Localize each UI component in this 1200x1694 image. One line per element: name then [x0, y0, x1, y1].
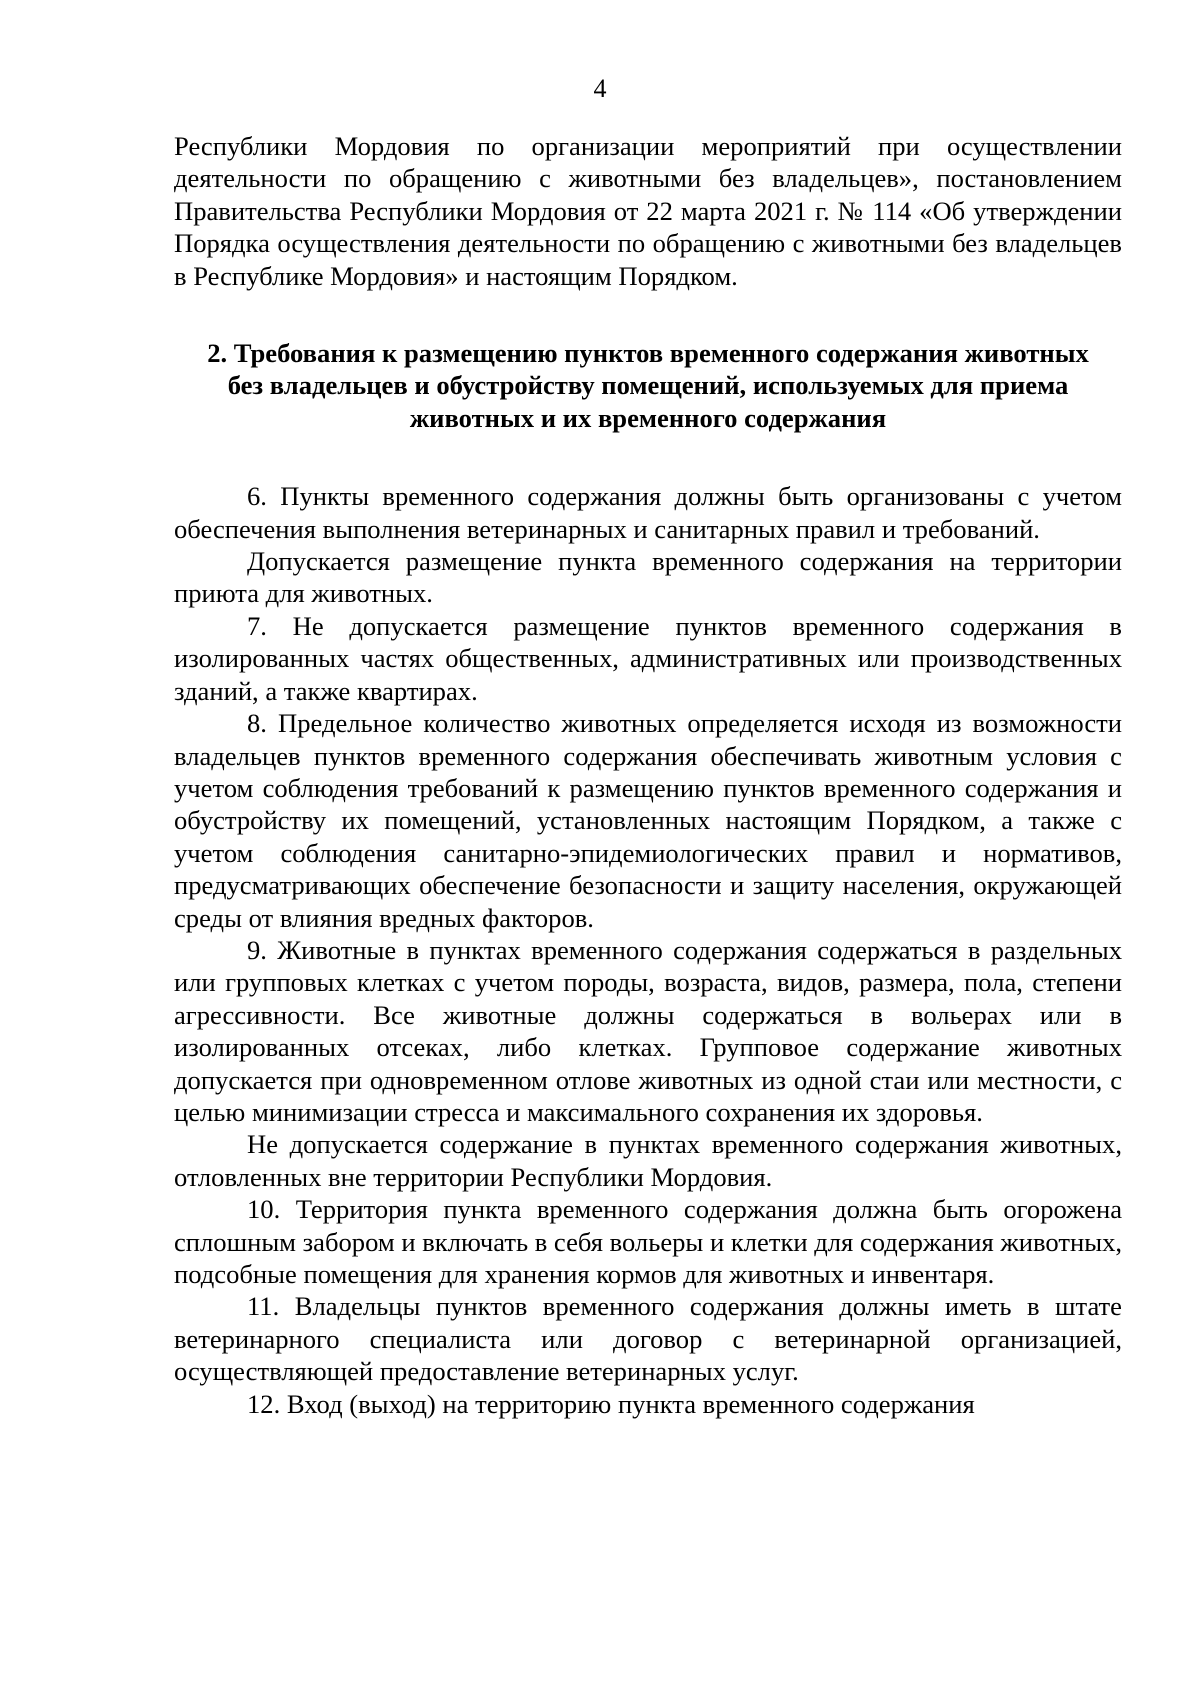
paragraph-10: 10. Территория пункта временного содержания должна быть огорожена сплошным забором и включать в себя вольеры и клетки для содержания животных, подсобные помещения для хранения кормов для животных и инвентаря. [174, 1194, 1123, 1289]
page-number: 4 [593, 74, 607, 103]
paragraph-6: 6. Пункты временного содержания должны быть организованы с учетом обеспечения выполнения ветеринарных и санитарных правил и требований. [174, 481, 1122, 544]
section-heading-line-1: 2. Требования к размещению пунктов временного содержания животных [207, 338, 1089, 369]
paragraph-12: 12. Вход (выход) на территорию пункта временного содержания [247, 1388, 975, 1419]
paragraph-6-addendum: Допускается размещение пункта временного содержания на территории приюта для животных. [174, 546, 1122, 609]
paragraph-11: 11. Владельцы пунктов временного содержания должны иметь в штате ветеринарного специалиста или договор с ветеринарной организацией, осуществляющей предоставление ветеринарных услуг. [174, 1291, 1122, 1387]
section-heading-line-2: без владельцев и обустройству помещений, используемых для приема [227, 370, 1069, 401]
intro-paragraph: Республики Мордовия по организации мероприятий при осуществлении деятельности по обращению с животными без владельцев», постановлением Правительства Республики Мордовия от 22 марта 2021 г. № 114 «Об утверждении Порядка осуществления деятельности по обращению с животными без владельцев в Республике Мордовия» и настоящим Порядком. [174, 131, 1122, 291]
section-heading [174, 337, 1122, 434]
paragraph-8: 8. Предельное количество животных определяется исходя из возможности владельцев пунктов временного содержания обеспечивать животным условия с учетом соблюдения требований к размещению пунктов временного содержания и обустройству их помещений, установленных настоящим Порядком, а также с учетом соблюдения санитарно-эпидемиологических правил и нормативов, предусматривающих обеспечение безопасности и защиту населения, окружающей среды от влияния вредных факторов. [174, 708, 1122, 933]
paragraph-9-addendum: Не допускается содержание в пунктах временного содержания животных, отловленных вне территории Республики Мордовия. [174, 1129, 1122, 1192]
document-body [174, 130, 1122, 1420]
section-heading-line-3: животных и их временного содержания [409, 402, 887, 433]
paragraph-9: 9. Животные в пунктах временного содержания содержаться в раздельных или групповых клетках с учетом породы, возраста, видов, размера, пола, степени агрессивности. Все животные должны содержаться в вольерах или в изолированных отсеках, либо клетках. Групповое содержание животных допускается при одновременном отлове животных из одной стаи или местности, с целью минимизации стресса и максимального сохранения их здоровья. [174, 934, 1122, 1127]
paragraph-7: 7. Не допускается размещение пунктов временного содержания в изолированных частях общественных, административных или производственных зданий, а также квартирах. [174, 610, 1122, 706]
